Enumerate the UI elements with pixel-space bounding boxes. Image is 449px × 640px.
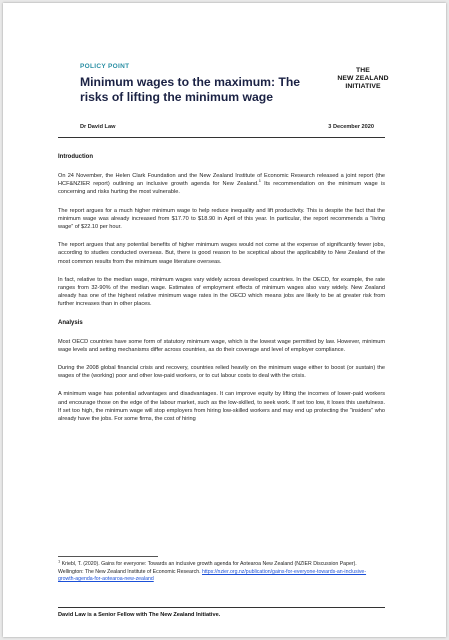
author-bio: David Law is a Senior Fellow with The New Zealand Initiative. (58, 612, 221, 618)
paragraph-text: Its recommendation on the minimum wage is concerning and risks hurting the most vulnerable. (58, 181, 385, 196)
paragraph: The report argues for a much higher minimum wage to help reduce inequality and lift productivity. This is despite the fact that the minimum wage was already increased from $17.70 to $18.90 in April of this year. In particular, the report recommends a “living wage” of $22.10 per hour. (58, 207, 385, 231)
logo-line: THE (356, 67, 370, 74)
paragraph: Most OECD countries have some form of statutory minimum wage, which is the lowest wage permitted by law. However, minimum wage levels and setting mechanisms differ across countries, as do their coverage and level of employer compliance. (58, 338, 385, 353)
author-name: Dr David Law (80, 124, 116, 130)
header-divider (58, 137, 385, 138)
paragraph: A minimum wage has potential advantages and disadvantages. It can improve equity by lifting the incomes of lower-paid workers and encourage those on the edge of the labour market, such as the low-skilled, to seek work. If set too low, it loses this usefulness. If set too high, the minimum wage will stop employers from hiring low-skilled workers and may end up protecting the “insiders” who already have the jobs. For some firms, the cost of hiring (58, 391, 385, 423)
paragraph: The report argues that any potential benefits of higher minimum wages would not come at the expense of significantly fewer jobs, according to studies conducted overseas. But, there is good reason to be sceptical about the applicability to New Zealand of the most common results from the minimum wage literature overseas. (58, 242, 385, 265)
logo-line: NEW ZEALAND (337, 75, 389, 82)
new-zealand-initiative-logo (333, 67, 393, 91)
document-page (3, 3, 446, 637)
section-heading-analysis: Analysis (58, 319, 83, 326)
publish-date: 3 December 2020 (328, 124, 374, 130)
paragraph: In fact, relative to the median wage, minimum wages vary widely across developed countries. In the OECD, for example, the rate ranges from 32-90% of the median wage. Estimates of employment effects of minimum wages also vary widely. New Zealand already has one of the highest relative minimum wage rates in the OECD which means jobs are likely to be at greater risk from further increases than in other places. (58, 276, 385, 308)
footnote-link[interactable]: https://nzier.org.nz/publication/gains-for-everyone-towards-an-inclusive-growth-agenda-for-aotearoa-new-zealand (58, 568, 367, 583)
article-body (58, 153, 385, 433)
page-title: Minimum wages to the maximum: The risks of lifting the minimum wage (80, 75, 301, 104)
footnote-marker: 1 (58, 558, 61, 564)
policy-point-label: POLICY POINT (80, 63, 130, 70)
paragraph: During the 2008 global financial crisis and recovery, countries relied heavily on the minimum wage either to boost (or sustain) the wages of the (working) poor and other low-paid workers, or to cut labour costs to deal with the crisis. (58, 365, 385, 380)
footnote-divider (58, 556, 158, 557)
paragraph-text: On 24 November, the Helen Clark Foundation and the New Zealand Institute of Economic Research released a joint report (the HCF&NZIER report) outlining an inclusive growth agenda for New Zealand. (58, 173, 385, 188)
footnote (58, 558, 378, 584)
section-heading-introduction: Introduction (58, 154, 93, 160)
logo-line: INITIATIVE (345, 83, 381, 90)
footnote-text: Kriebl, T. (2020). Gains for everyone: Towards an inclusive growth agenda for Aotearoa New Zealand (NZIER Discussion Paper). Wellington: The New Zealand Institute of Economic Research. (58, 561, 357, 575)
footer-divider (58, 607, 385, 608)
paragraph (58, 172, 385, 197)
footnote-ref[interactable]: 1 (258, 178, 261, 184)
